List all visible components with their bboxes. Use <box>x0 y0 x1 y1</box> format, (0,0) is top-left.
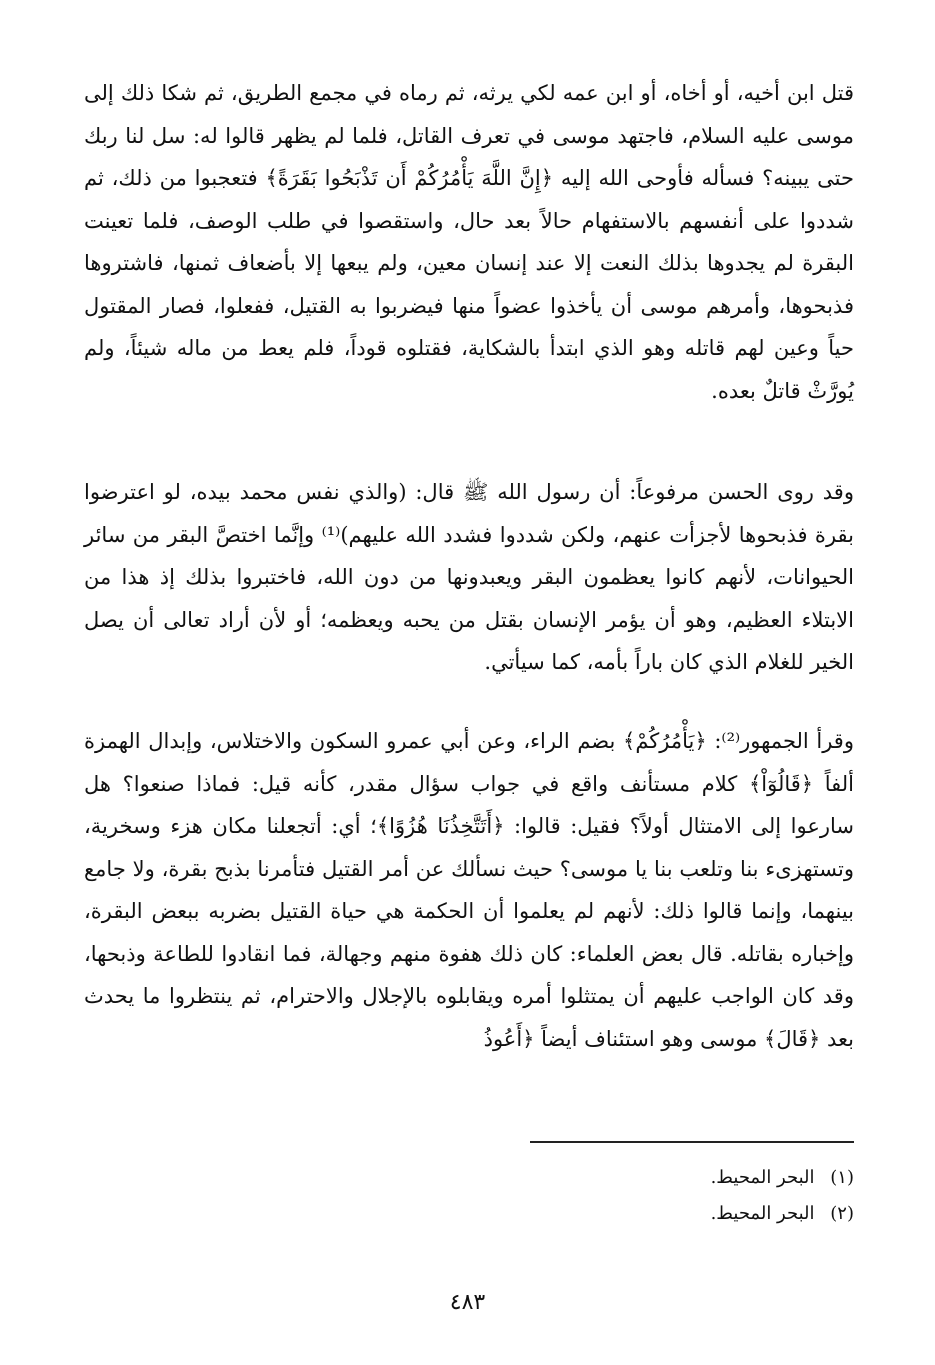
page-number: ٤٨٣ <box>449 1290 486 1315</box>
footnote-1 <box>530 1160 854 1196</box>
paragraph-2: وقد روى الحسن مرفوعاً: أن رسول الله ﷺ قال: (والذي نفس محمد بيده، لو اعترضوا بقرة فذبحوها لأجزأت عنهم، ولكن شددوا فشدد الله عليهم)⁽¹⁾ وإنَّما اختصَّ البقر من سائر الحيوانات، لأنهم كانوا يعظمون البقر ويعبدونها من دون الله، فاختبروا بذلك إذ هذا من الابتلاء العظيم، وهو أن يؤمر الإنسان بقتل من يحبه ويعظمه؛ أو لأن أراد تعالى أن يصل الخير للغلام الذي كان باراً بأمه، كما سيأتي. <box>84 480 854 674</box>
paragraph-1: قتل ابن أخيه، أو أخاه، أو ابن عمه لكي يرثه، ثم رماه في مجمع الطريق، ثم شكا ذلك إلى موسى عليه السلام، فاجتهد موسى في تعرف القاتل، فلما لم يظهر قالوا له: سل لنا ربك حتى يبينه؟ فسأله فأوحى الله إليه ﴿إِنَّ اللَّهَ يَأْمُرُكُمْ أَن تَذْبَحُوا بَقَرَةً﴾ فتعجبوا من ذلك، ثم شددوا على أنفسهم بالاستفهام حالاً بعد حال، واستقصوا في طلب الوصف، فلما تعينت البقرة لم يجدوها بذلك النعت إلا عند إنسان معين، ولم يبعها إلا بأضعاف ثمنها، فاشتروها فذبحوها، وأمرهم موسى أن يأخذوا عضواً منها فيضربوا به القتيل، ففعلوا، فصار المقتول حياً وعين لهم قاتله وهو الذي ابتدأ بالشكاية، فقتلوه قوداً، فلم يعط من ماله شيئاً، ولم يُورَّثْ قاتلٌ بعده. <box>84 81 854 403</box>
footnotes <box>530 1160 854 1232</box>
footnote-2 <box>530 1196 854 1232</box>
footnote-number: (١) <box>830 1167 854 1188</box>
footnote-separator <box>530 1141 854 1143</box>
footnote-text: البحر المحيط. <box>710 1167 815 1188</box>
footnote-text: البحر المحيط. <box>710 1203 815 1224</box>
footnote-number: (٢) <box>830 1203 854 1224</box>
paragraph-3: وقرأ الجمهور⁽²⁾: ﴿يَأْمُرُكُمْ﴾ بضم الراء، وعن أبي عمرو السكون والاختلاس، وإبدال الهمزة ألفاً ﴿قَالُوٓاْ﴾ كلام مستأنف واقع في جواب سؤال مقدر، كأنه قيل: فماذا صنعوا؟ هل سارعوا إلى الامتثال أولاً؟ فقيل: قالوا: ﴿أَتَتَّخِذُنَا هُزُوًا﴾؛ أي: أتجعلنا مكان هزء وسخرية، وتستهزىء بنا وتلعب بنا يا موسى؟ حيث نسألك عن أمر القتيل فتأمرنا بذبح بقرة، ولا جامع بينهما، وإنما قالوا ذلك: لأنهم لم يعلموا أن الحكمة هي حياة القتيل بضربه ببعض البقرة، وإخباره بقاتله. قال بعض العلماء: كان ذلك هفوة منهم وجهالة، فما انقادوا للطاعة وذبحها، وقد كان الواجب عليهم أن يمتثلوا أمره ويقابلوه بالإجلال والاحترام، ثم ينتظروا ما يحدث بعد ﴿قَالَ﴾ موسى وهو استئناف أيضاً ﴿أَعُوذُ <box>84 729 854 1051</box>
